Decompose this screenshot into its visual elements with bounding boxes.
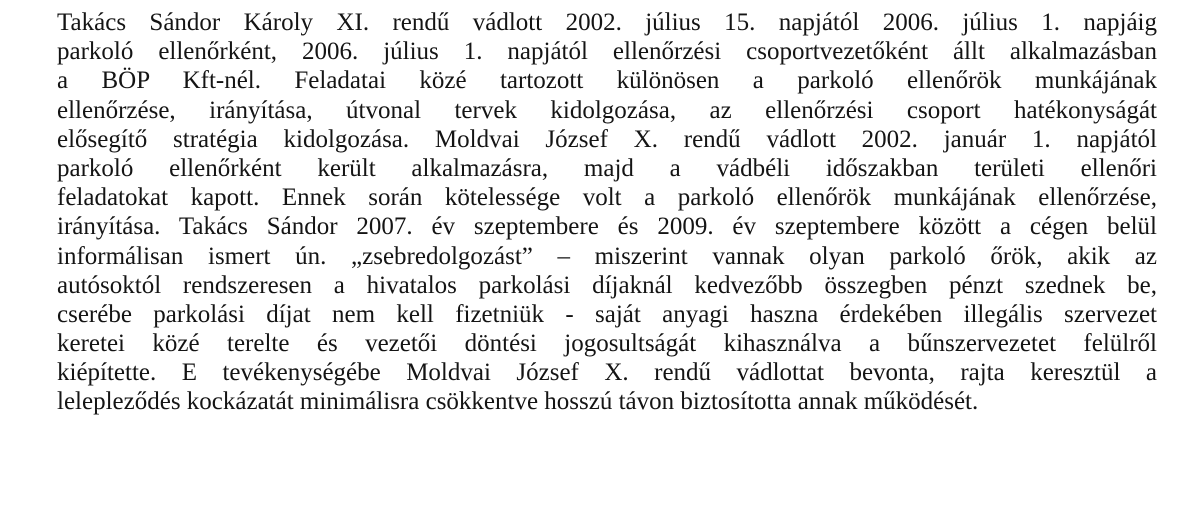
text-line: informálisan ismert ún. „zsebredolgozást” – miszerint vannak olyan parkoló őrök, akik az	[57, 242, 1157, 270]
text-line: feladatokat kapott. Ennek során kötelessége volt a parkoló ellenőrök munkájának ellenőrzése,	[57, 184, 1157, 212]
text-line: keretei közé terelte és vezetői döntési jogosultságát kihasználva a bűnszervezetet felülről	[57, 330, 1157, 358]
document-paragraph	[57, 8, 1157, 417]
text-line: elősegítő stratégia kidolgozása. Moldvai József X. rendű vádlott 2002. január 1. napjától	[57, 125, 1157, 153]
text-line: irányítása. Takács Sándor 2007. év szeptembere és 2009. év szeptembere között a cégen belül	[57, 213, 1157, 241]
text-line: Takács Sándor Károly XI. rendű vádlott 2002. július 15. napjától 2006. július 1. napjáig	[57, 9, 1157, 36]
text-line: lelepleződés kockázatát minimálisra csökkentve hosszú távon biztosította annak működését.	[57, 388, 979, 416]
text-line: parkoló ellenőrként, 2006. július 1. napjától ellenőrzési csoportvezetőként állt alkalmazásban	[57, 38, 1157, 66]
text-line: a BÖP Kft-nél. Feladatai közé tartozott különösen a parkoló ellenőrök munkájának	[57, 67, 1157, 95]
text-line: parkoló ellenőrként került alkalmazásra, majd a vádbéli időszakban területi ellenőri	[57, 154, 1157, 182]
text-line: kiépítette. E tevékenységébe Moldvai József X. rendű vádlottat bevonta, rajta keresztül a	[57, 359, 1157, 387]
text-line: autósoktól rendszeresen a hivatalos parkolási díjaknál kedvezőbb összegben pénzt szednek be,	[57, 271, 1157, 299]
text-line: cserébe parkolási díjat nem kell fizetniük - saját anyagi haszna érdekében illegális szervezet	[57, 300, 1157, 328]
text-line: ellenőrzése, irányítása, útvonal tervek kidolgozása, az ellenőrzési csoport hatékonyságát	[57, 96, 1157, 124]
